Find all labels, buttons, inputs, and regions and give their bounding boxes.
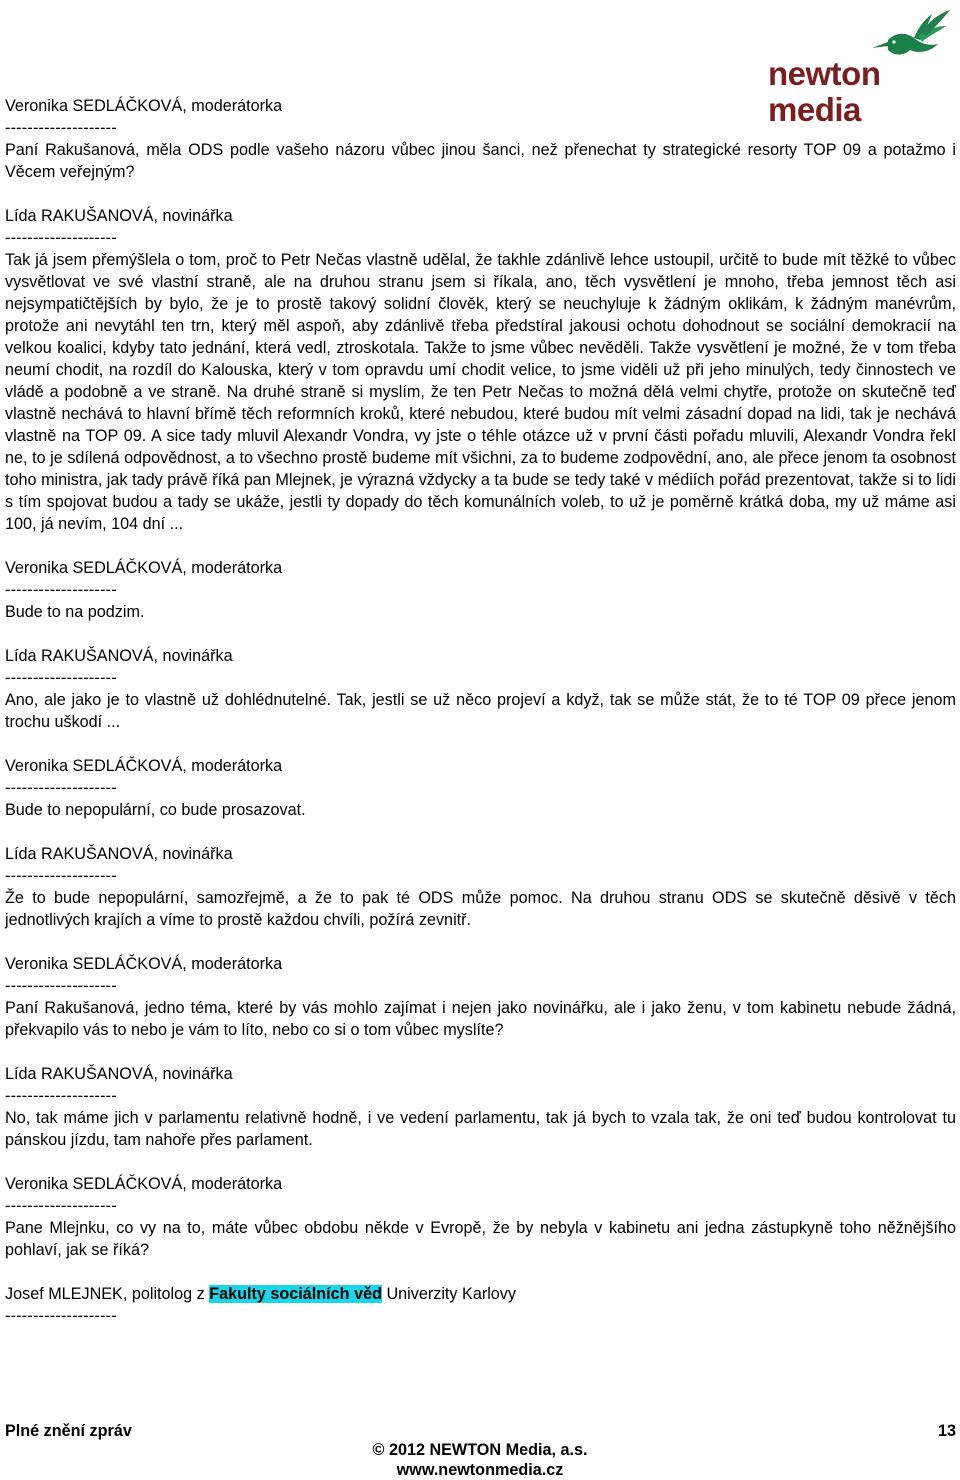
website-text: www.newtonmedia.cz	[396, 1461, 564, 1479]
speaker-name: Veronika SEDLÁČKOVÁ, moderátorka	[5, 757, 283, 775]
speaker-name-suffix: Univerzity Karlovy	[381, 1285, 516, 1303]
utterance-text: Pane Mlejnku, co vy na to, máte vůbec obdobu někde v Evropě, že by nebyla v kabinetu ani jedna zástupkyně toho něžnějšího pohlaví, jak se říká?	[5, 1219, 956, 1259]
utterance-text: Bude to na podzim.	[5, 603, 145, 621]
utterance-text: Tak já jsem přemýšlela o tom, proč to Petr Nečas vlastně udělal, že takhle zdánlivě lehce ustoupil, určitě to bude mít těžké to vůbec vysvětlovat ve své vlastní straně, ale na druhou stranu jsem si říkala, ano, těch vysvětlení je mnoho, třeba jemnost těch asi nejsympatičtějších by bylo, že je to prostě takový solidní člověk, který se neuchyluje k žádným oklikám, k žádným manévrům, protože ani nevytáhl ten trn, který měl aspoň, aby zdánlivě třeba předstíral jakousi ochotu dohodnout se sociální demokracií na velkou koalici, kdyby tato jednání, která vedl, ztroskotala. Takže to jsme vůbec nevěděli. Takže vysvětlení je možné, že v tom třeba neumí chodit, na rozdíl do Kalouska, který v tom opravdu umí chodit velice, to jsme viděli už při jeho minulých, tedy činnostech ve vládě a podobně a ve straně. Na druhé straně si myslím, že ten Petr Nečas to možná dělá velmi chytře, protože on skutečně teď vlastně nechává to hlavní břímě těch reformních kroků, které nebudou, které budou mít velmi zásadní dopad na lidi, tak je nechává vlastně na TOP 09. A sice tady mluvil Alexandr Vondra, vy jste o téhle otázce už v první části pořadu mluvili, Alexandr Vondra řekl ne, to je sdílená odpovědnost, a to všechno prostě budeme mít všichni, za to budeme zodpovědní, ano, ale přece jenom ta osobnost toho ministra, jak tady právě říká pan Mlejnek, je výrazná vždycky a ta bude se tedy také v médiích pořád prezentovat, takže si to lidi s tím spojovat budou a tady se ukáže, jestli ty dopady do těch komunálních voleb, to už je poměrně krátká doba, my už máme asi 100, já nevím, 104 dní ...	[5, 251, 956, 533]
separator: --------------------	[5, 1197, 117, 1215]
page-number: 13	[937, 1422, 956, 1440]
hummingbird-icon	[872, 10, 950, 55]
transcript-block	[5, 843, 956, 931]
speaker-name: Veronika SEDLÁČKOVÁ, moderátorka	[5, 559, 283, 577]
transcript-block	[5, 1173, 956, 1261]
speaker-name: Lída RAKUŠANOVÁ, novinářka	[5, 1065, 233, 1083]
utterance-text: Že to bude nepopulární, samozřejmě, a že to pak té ODS může pomoc. Na druhou stranu ODS se skutečně děsivě v těch jednotlivých krajích a víme to prostě každou chvíli, požírá zevnitř.	[5, 889, 956, 929]
speaker-name: Lída RAKUŠANOVÁ, novinářka	[5, 207, 233, 225]
newton-media-logo	[768, 2, 958, 128]
footer-title: Plné znění zpráv	[5, 1422, 132, 1440]
speaker-name: Veronika SEDLÁČKOVÁ, moderátorka	[5, 97, 283, 115]
footer-credits	[0, 1440, 960, 1480]
transcript-block	[5, 755, 956, 821]
highlighted-phrase: Fakulty sociálních věd	[209, 1285, 382, 1303]
transcript-block	[5, 557, 956, 623]
separator: --------------------	[5, 977, 117, 995]
transcript-block	[5, 645, 956, 733]
transcript-block-last	[5, 1283, 956, 1327]
separator: --------------------	[5, 119, 117, 137]
utterance-text: Paní Rakušanová, měla ODS podle vašeho názoru vůbec jinou šanci, než přenechat ty strategické resorty TOP 09 a potažmo i Věcem veřejným?	[5, 141, 956, 181]
speaker-name	[5, 1283, 956, 1305]
transcript-block	[5, 205, 956, 535]
transcript-block	[5, 95, 956, 183]
separator: --------------------	[5, 779, 117, 797]
utterance-text: Ano, ale jako je to vlastně už dohlédnutelné. Tak, jestli se už něco projeví a když, tak se může stát, že to té TOP 09 přece jenom trochu uškodí ...	[5, 691, 956, 731]
speaker-name-prefix: Josef MLEJNEK, politolog z	[5, 1285, 210, 1303]
separator: --------------------	[5, 1087, 117, 1105]
speaker-name: Veronika SEDLÁČKOVÁ, moderátorka	[5, 1175, 283, 1193]
separator: --------------------	[5, 669, 117, 687]
speaker-name: Veronika SEDLÁČKOVÁ, moderátorka	[5, 955, 283, 973]
separator: --------------------	[5, 867, 117, 885]
transcript	[5, 95, 956, 1349]
separator: --------------------	[5, 1307, 117, 1325]
utterance-text: Bude to nepopulární, co bude prosazovat.	[5, 801, 306, 819]
transcript-block	[5, 1063, 956, 1151]
separator: --------------------	[5, 581, 117, 599]
transcript-block	[5, 953, 956, 1041]
utterance-text: No, tak máme jich v parlamentu relativně hodně, i ve vedení parlamentu, tak já bych to vzala tak, že oni teď budou kontrolovat tu pánskou jízdu, tam nahoře přes parlament.	[5, 1109, 956, 1149]
utterance-text: Paní Rakušanová, jedno téma, které by vás mohlo zajímat i nejen jako novinářku, ale i jako ženu, v tom kabinetu nebude žádná, překvapilo vás to nebo je vám to líto, nebo co si o tom vůbec myslíte?	[5, 999, 956, 1039]
logo-text: newton media	[768, 55, 881, 128]
separator: --------------------	[5, 229, 117, 247]
copyright-text: © 2012 NEWTON Media, a.s.	[372, 1441, 588, 1459]
speaker-name: Lída RAKUŠANOVÁ, novinářka	[5, 647, 233, 665]
speaker-name: Lída RAKUŠANOVÁ, novinářka	[5, 845, 233, 863]
